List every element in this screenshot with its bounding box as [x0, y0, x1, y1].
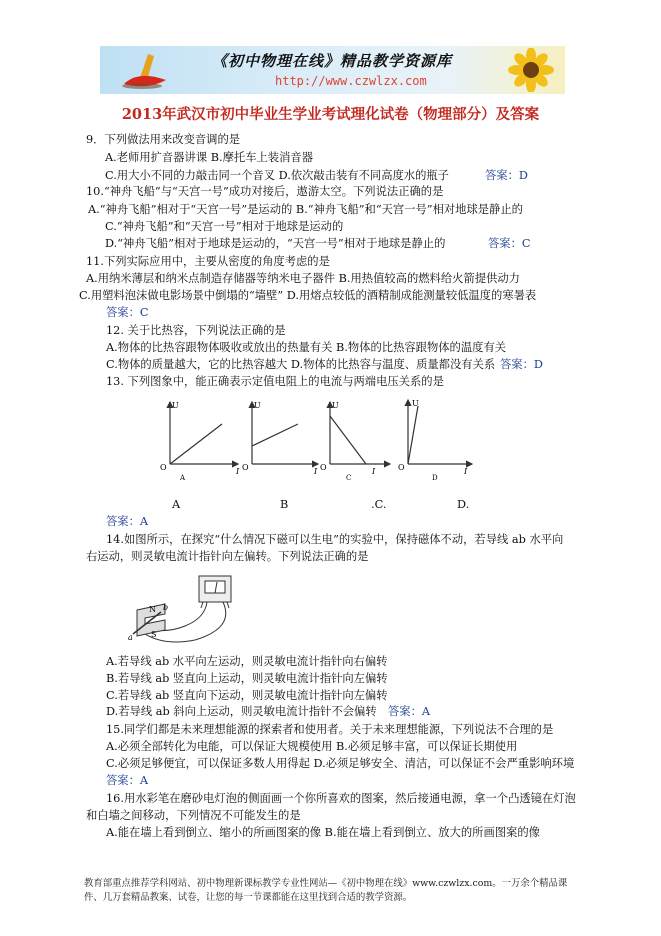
- graph-b: [242, 401, 318, 476]
- q10-option-c: C.“神舟飞船”和“天宫一号”相对于地球是运动的: [105, 220, 344, 233]
- graph-c-origin: O: [320, 463, 327, 472]
- q9-stem: 9．下列做法用来改变音调的是: [86, 133, 241, 146]
- q9-answer: 答案：D: [485, 169, 528, 182]
- q13-graphs: [150, 394, 480, 494]
- q14-figure: [125, 568, 255, 650]
- footer-line-2: 件、几万套精品教案、试卷，让您的每一节课都能在这里找到合适的教学资源。: [84, 892, 413, 903]
- q14-option-d: D.若导线 ab 斜向上运动，则灵敏电流计指针不会偏转: [106, 705, 377, 718]
- graph-c-line: [330, 416, 366, 464]
- q13-label-b: B: [280, 498, 289, 511]
- graph-b-origin: O: [242, 463, 249, 472]
- graph-b-axis-i: I: [314, 467, 318, 476]
- site-logo-icon: [108, 50, 180, 90]
- q12-stem: 12. 关于比热容，下列说法正确的是: [106, 324, 286, 337]
- q16-stem-2: 和白墙之间移动，下列情况不可能发生的是: [86, 809, 301, 822]
- banner-url[interactable]: http://www.czwlzx.com: [275, 74, 427, 88]
- q10-option-d: D.“神舟飞船”相对于地球是运动的，“天宫一号”相对于地球是静止的: [105, 237, 446, 250]
- banner-brand: 《初中物理在线》精品教学资源库: [212, 52, 453, 70]
- q10-stem: 10.“神舟飞船”与“天宫一号”成功对接后，遨游太空。下列说法正确的是: [86, 185, 444, 198]
- wire-a-label: a: [128, 633, 133, 642]
- q14-option-a: A.若导线 ab 水平向左运动，则灵敏电流计指针向右偏转: [106, 655, 388, 668]
- site-banner: [100, 46, 565, 94]
- graph-a-axis-u: U: [172, 401, 179, 410]
- q13-label-d: D.: [457, 498, 470, 511]
- graph-d-axis-i: I: [464, 467, 468, 476]
- q15-stem: 15.同学们都是未来理想能源的探索者和使用者。关于未来理想能源，下列说法不合理的是: [106, 723, 554, 736]
- q14-option-b: B.若导线 ab 竖直向上运动，则灵敏电流计指针向左偏转: [106, 672, 388, 685]
- q12-options-ab: A.物体的比热容跟物体吸收或放出的热量有关 B.物体的比热容跟物体的温度有关: [106, 341, 507, 354]
- graph-a-axis-i: I: [236, 467, 240, 476]
- graph-d-axis-u: U: [412, 399, 419, 408]
- q9-options-cd: C.用大小不同的力敲击同一个音叉 D.依次敲击装有不同高度水的瓶子: [105, 169, 449, 182]
- q10-answer: 答案：C: [488, 237, 531, 250]
- sunflower-icon: [501, 48, 561, 92]
- graph-a-panel-label: A: [180, 474, 186, 482]
- footer-line-1: 教育部重点推荐学科网站、初中物理新课标教学专业性网站—《初中物理在线》www.czwlzx.com。一万余个精品课: [84, 878, 568, 889]
- page-title: 2013年武汉市初中毕业生学业考试理化试卷（物理部分）及答案: [121, 106, 540, 123]
- q12-answer: 答案：D: [500, 358, 543, 371]
- graph-c-axis-u: U: [332, 401, 339, 410]
- graph-a-origin: O: [160, 463, 167, 472]
- q16-options-ab: A.能在墙上看到倒立、缩小的所画图案的像 B.能在墙上看到倒立、放大的所画图案的像: [106, 826, 540, 839]
- wire-b-label: b: [163, 603, 169, 612]
- q14-stem-2: 右运动，则灵敏电流计指针向左偏转。下列说法正确的是: [86, 550, 369, 563]
- q14-stem-1: 14.如图所示，在探究“什么情况下磁可以生电”的实验中，保持磁体不动，若导线 ab 水平向: [106, 533, 564, 546]
- q12-options-cd: C.物体的质量越大，它的比热容越大 D.物体的比热容与温度、质量都没有关系: [106, 358, 496, 371]
- q14-answer: 答案：A: [388, 705, 431, 718]
- graph-a-line: [170, 424, 222, 464]
- graph-a: [160, 401, 240, 482]
- q15-options-cd: C.必须足够便宜，可以保证多数人用得起 D.必须足够安全、清洁，可以保证不会严重影响环境: [106, 757, 575, 770]
- q13-answer: 答案：A: [106, 515, 149, 528]
- graph-c: [320, 401, 390, 482]
- q15-options-ab: A.必须全部转化为电能，可以保证大规模使用 B.必须足够丰富，可以保证长期使用: [106, 740, 518, 753]
- graph-d: [398, 399, 472, 482]
- graph-d-panel-label: D: [432, 474, 438, 482]
- graph-d-origin: O: [398, 463, 405, 472]
- graph-b-axis-u: U: [254, 401, 261, 410]
- q11-stem: 11.下列实际应用中，主要从密度的角度考虑的是: [86, 255, 330, 268]
- graph-b-line: [252, 424, 298, 446]
- q15-answer: 答案：A: [106, 774, 149, 787]
- q11-options-cd: C.用塑料泡沫做电影场景中倒塌的“墙壁” D.用熔点较低的酒精制成能测量较低温度的寒暑表: [79, 289, 537, 302]
- q10-options-ab: A.“神舟飞船”相对于“天宫一号”是运动的 B.“神舟飞船”和“天宫一号”相对地球是静止的: [88, 203, 523, 216]
- q13-label-a: A: [172, 498, 181, 511]
- graph-c-axis-i: I: [372, 467, 376, 476]
- graph-d-line: [408, 406, 418, 464]
- page-footer: [84, 877, 604, 905]
- q13-label-c: .C.: [371, 498, 387, 511]
- q11-answer: 答案：C: [106, 306, 149, 319]
- q13-stem: 13. 下列图象中，能正确表示定值电阻上的电流与两端电压关系的是: [106, 375, 444, 388]
- q11-options-ab: A.用纳米薄层和纳米点制造存储器等纳米电子器件 B.用热值较高的燃料给火箭提供动力: [86, 272, 520, 285]
- magnet-n-label: N: [149, 605, 156, 614]
- q14-option-c: C.若导线 ab 竖直向下运动，则灵敏电流计指针向左偏转: [106, 689, 388, 702]
- q16-stem-1: 16.用水彩笔在磨砂电灯泡的侧面画一个你所喜欢的图案，然后接通电源，拿一个凸透镜在灯泡: [106, 792, 576, 805]
- magnet-s-label: S: [151, 630, 157, 639]
- q9-options-ab: A.老师用扩音器讲课 B.摩托车上装消音器: [105, 151, 313, 164]
- graph-c-panel-label: C: [346, 474, 352, 482]
